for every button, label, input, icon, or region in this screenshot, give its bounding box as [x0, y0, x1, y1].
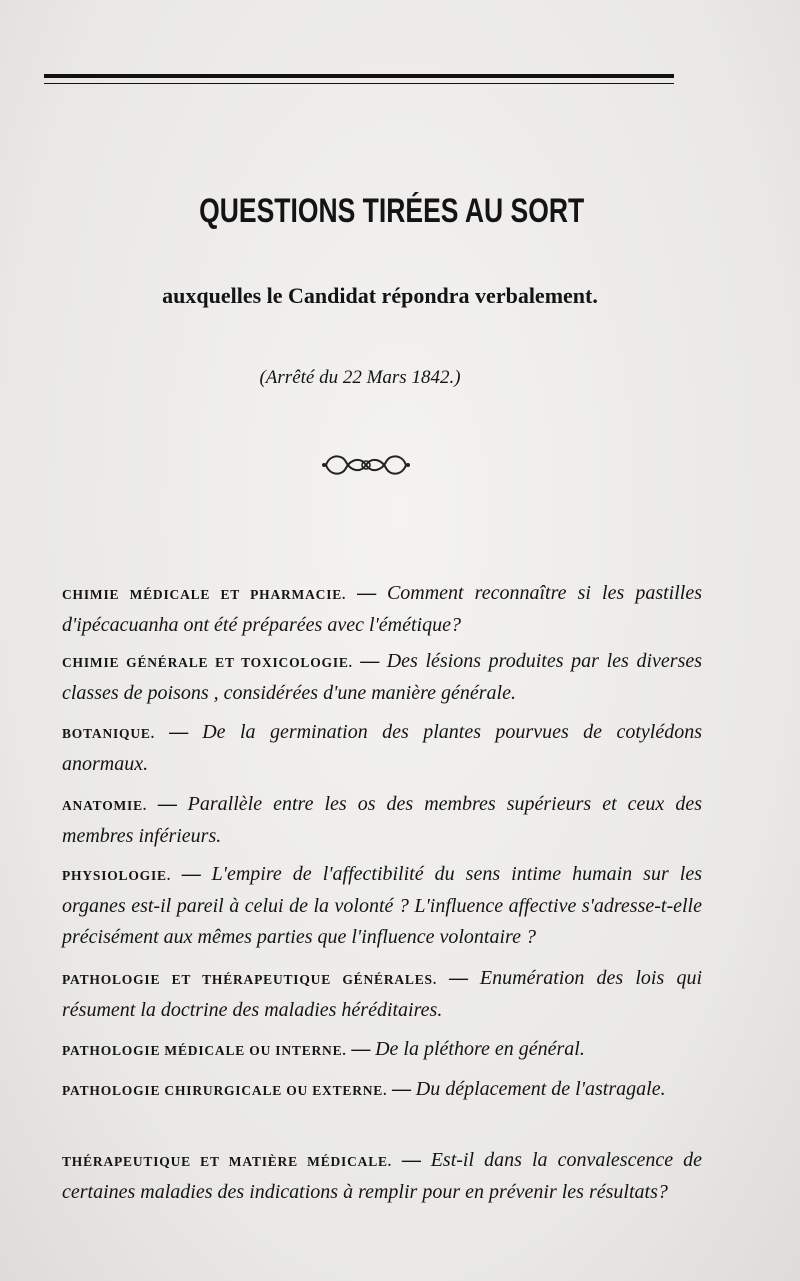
question-chimie-medicale — [62, 578, 702, 641]
question-subject: CHIMIE GÉNÉRALE ET TOXICOLOGIE. — [62, 655, 353, 670]
question-text: Parallèle entre les os des membres supérieurs et ceux des membres inférieurs. — [62, 793, 702, 847]
question-text: Comment reconnaître si les pastilles d'ipécacuanha ont été préparées avec l'émétique? — [62, 582, 703, 636]
question-text: Des lésions produites par les diverses classes de poisons , considérées d'une manière générale. — [62, 650, 703, 704]
scroll-flourish-ornament-icon — [320, 448, 412, 482]
question-separator: — — [157, 794, 177, 815]
question-separator: — — [360, 651, 380, 672]
question-subject: PATHOLOGIE ET THÉRAPEUTIQUE GÉNÉRALES. — [62, 972, 438, 987]
question-text: De la germination des plantes pourvues de cotylédons anormaux. — [62, 721, 702, 775]
question-pathologie-externe — [62, 1074, 702, 1106]
question-subject: PHYSIOLOGIE. — [62, 868, 171, 883]
question-subject: CHIMIE MÉDICALE ET PHARMACIE. — [62, 587, 347, 602]
question-separator: — — [181, 864, 201, 885]
decree-note: (Arrêté du 22 Mars 1842.) — [259, 367, 461, 388]
question-text: Enumération des lois qui résument la doctrine des maladies héréditaires. — [62, 967, 703, 1021]
header-rule-thick — [44, 74, 674, 78]
page-subtitle: auxquelles le Candidat répondra verbalement. — [162, 283, 598, 308]
question-subject: ANATOMIE. — [62, 798, 148, 813]
question-pathologie-interne — [62, 1034, 702, 1066]
question-subject: BOTANIQUE. — [62, 726, 155, 741]
header-rule-thin — [44, 83, 674, 84]
question-subject: THÉRAPEUTIQUE ET MATIÈRE MÉDICALE. — [62, 1154, 392, 1169]
question-therapeutique — [62, 1145, 702, 1208]
question-separator: — — [357, 583, 377, 604]
question-separator: — — [169, 722, 189, 743]
question-text: Du déplacement de l'astragale. — [415, 1078, 666, 1100]
question-text: De la pléthore en général. — [375, 1038, 585, 1060]
question-pathologie-generale — [62, 963, 702, 1026]
question-separator: — — [401, 1150, 421, 1171]
question-subject: PATHOLOGIE CHIRURGICALE OU EXTERNE. — [62, 1083, 388, 1098]
page-title: QUESTIONS TIRÉES AU SORT — [199, 192, 585, 230]
question-text: Est-il dans la convalescence de certaines maladies des indications à remplir pour en prévenir les résultats? — [62, 1149, 703, 1203]
question-separator: — — [448, 968, 468, 989]
question-text: L'empire de l'affectibilité du sens intime humain sur les organes est-il pareil à celui de la volonté ? L'influence affective s'adresse-t-elle précisément aux mêmes parties que l'influence volontaire ? — [62, 863, 702, 948]
question-chimie-generale — [62, 646, 702, 709]
question-anatomie — [62, 789, 702, 852]
question-separator: — — [351, 1039, 371, 1060]
question-botanique — [62, 717, 702, 780]
question-separator: — — [392, 1079, 412, 1100]
question-subject: PATHOLOGIE MÉDICALE OU INTERNE. — [62, 1043, 347, 1058]
question-physiologie — [62, 859, 702, 953]
